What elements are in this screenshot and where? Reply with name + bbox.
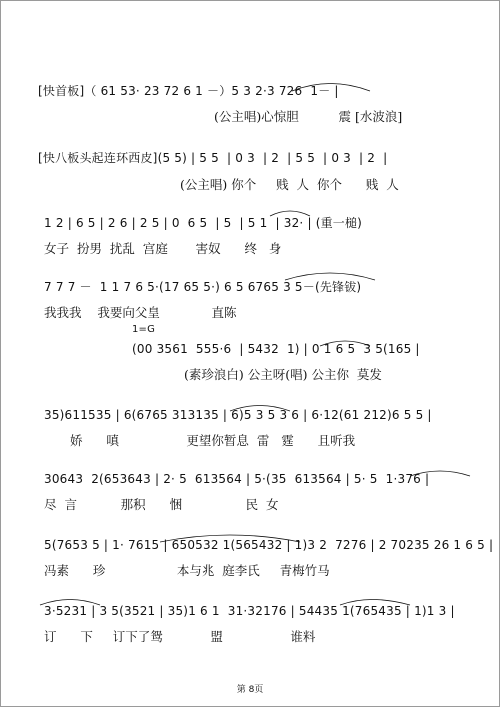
- lyrics-row-9: 订 下 订下了鸳 盟 谁料: [44, 629, 316, 644]
- notes-row-5: (00 3561 555·6 | 5432 1) | 0 1 6 5 3 5(165 |: [132, 342, 420, 356]
- notes-row-9: 3·5231 | 3 5(3521 | 35)1 6 1 31·32176 | 54435 1(765435 | 1)1 3 |: [44, 604, 455, 618]
- notes-row-6: 35)611535 | 6(6765 313135 | 6)5 3 5 3 6 | 6·12(61 212)6 5 5 |: [44, 408, 432, 422]
- page-number: 第 8页: [236, 685, 264, 695]
- lyrics-row-4: 我我我 我要向父皇 直陈: [44, 305, 237, 320]
- lyrics-row-6: 娇 嗔 更望你暂息 雷 霆 且听我: [70, 433, 356, 448]
- notes-row-2: [快八板头起连环西皮](5 5) | 5 5 | 0 3 | 2 | 5 5 | 0 3 | 2 |: [38, 151, 388, 165]
- key-signature: 1=G: [132, 324, 156, 335]
- notes-row-1: [快首板]（ 61 53· 23 72 6 1 －）5 3 2·3 726 1－ |: [38, 84, 339, 98]
- lyrics-row-3: 女子 扮男 扰乱 宫庭 害奴 终 身: [44, 241, 282, 256]
- notes-row-8: 5(7653 5 | 1· 7615 | 650532 1(565432 | 1)3 2 7276 | 2 70235 26 1 6 5 |: [44, 538, 494, 552]
- lyrics-row-7: 尽 言 那积 悃 民 女: [44, 497, 279, 512]
- lyrics-row-5: (素珍浪白) 公主呀(唱) 公主你 莫发: [184, 367, 382, 382]
- notes-row-7: 30643 2(653643 | 2· 5 613564 | 5·(35 613564 | 5· 5 1·376 |: [44, 472, 430, 486]
- notes-row-3: 1 2 | 6 5 | 2 6 | 2 5 | 0 6 5 | 5 | 5 1 | 32· | (重一槌): [44, 216, 363, 230]
- lyrics-row-2: (公主唱) 你个 贱 人 你个 贱 人: [180, 177, 399, 192]
- lyrics-row-8: 冯素 珍 本与兆 庭李氏 青梅竹马: [44, 563, 330, 578]
- lyrics-row-1: (公主唱)心惊胆 震 [水波浪]: [214, 109, 403, 124]
- notes-row-4: 7 7 7 － 1 1 7 6 5·(17 65 5·) 6 5 6765 3 5－(先锋钹): [44, 280, 362, 294]
